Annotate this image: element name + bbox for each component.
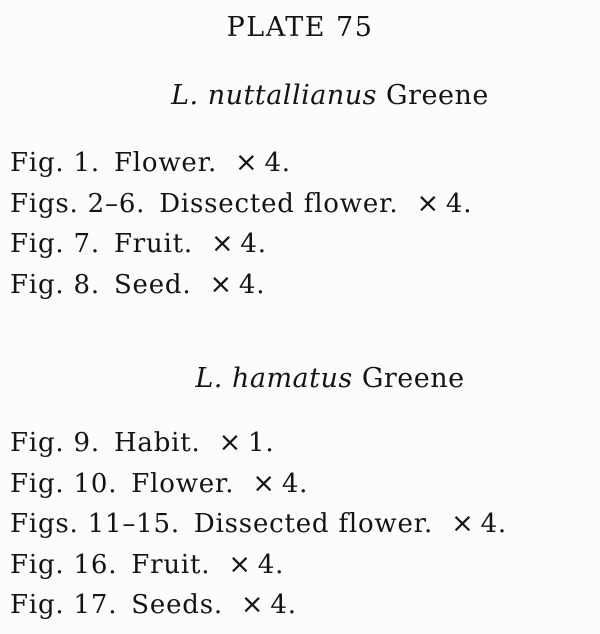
- magnification-sign: ×: [218, 427, 243, 458]
- figure-description: Fruit.: [113, 229, 193, 259]
- species-epithet: hamatus: [231, 363, 353, 394]
- magnification-sign: ×: [235, 147, 259, 178]
- figure-entry: [10, 464, 507, 505]
- figure-entry: [10, 504, 507, 545]
- figure-magnification: 4.: [240, 229, 267, 259]
- figure-ref: Fig. 8.: [10, 269, 100, 300]
- figure-ref: Fig. 1.: [10, 148, 100, 178]
- figure-description: Seed.: [113, 269, 192, 300]
- figure-magnification: 1.: [248, 428, 275, 458]
- species-author: Greene: [386, 80, 489, 111]
- figure-description: Fruit.: [131, 549, 211, 580]
- figure-magnification: 4.: [480, 509, 507, 539]
- species-epithet: nuttallianus: [207, 80, 377, 111]
- figure-entry: [10, 423, 507, 464]
- figure-magnification: 4.: [238, 269, 266, 300]
- magnification-sign: ×: [416, 187, 440, 219]
- figure-magnification: 4.: [270, 590, 297, 620]
- figure-ref: Figs. 2–6.: [10, 188, 146, 219]
- figure-magnification: 4.: [264, 148, 291, 178]
- figure-entry: [10, 585, 507, 626]
- species-author: Greene: [361, 363, 465, 394]
- magnification-sign: ×: [210, 228, 235, 259]
- figure-description: Seeds.: [131, 590, 223, 620]
- figure-entry: [10, 265, 472, 306]
- figure-description: Dissected flower.: [193, 509, 434, 539]
- figure-description: Flower.: [131, 468, 235, 499]
- figure-magnification: 4.: [257, 549, 285, 580]
- figure-ref: Figs. 11–15.: [10, 509, 180, 539]
- figure-entry: [10, 184, 472, 225]
- figure-ref: Fig. 9.: [10, 428, 100, 458]
- figure-description: Dissected flower.: [159, 188, 399, 219]
- figure-ref: Fig. 10.: [10, 468, 118, 499]
- magnification-sign: ×: [252, 467, 276, 499]
- magnification-sign: ×: [228, 548, 252, 580]
- plate-title: PLATE 75: [226, 12, 374, 43]
- figure-description: Habit.: [113, 428, 201, 458]
- species-genus: L.: [195, 363, 223, 394]
- figure-entry: [10, 224, 472, 265]
- figure-list-nuttallianus: [10, 143, 472, 305]
- figure-magnification: 4.: [281, 468, 309, 499]
- figure-ref: Fig. 7.: [10, 229, 100, 259]
- magnification-sign: ×: [451, 508, 475, 539]
- figure-description: Flower.: [113, 148, 218, 178]
- species-heading-nuttallianus: [0, 80, 600, 111]
- figure-entry: [10, 545, 507, 586]
- figure-magnification: 4.: [445, 188, 473, 219]
- figure-ref: Fig. 17.: [10, 590, 118, 620]
- magnification-sign: ×: [209, 268, 233, 300]
- figure-list-hamatus: [10, 423, 507, 626]
- species-genus: L.: [171, 80, 199, 111]
- figure-entry: [10, 143, 472, 184]
- species-heading-hamatus: [0, 363, 600, 394]
- magnification-sign: ×: [240, 589, 265, 620]
- figure-ref: Fig. 16.: [10, 549, 118, 580]
